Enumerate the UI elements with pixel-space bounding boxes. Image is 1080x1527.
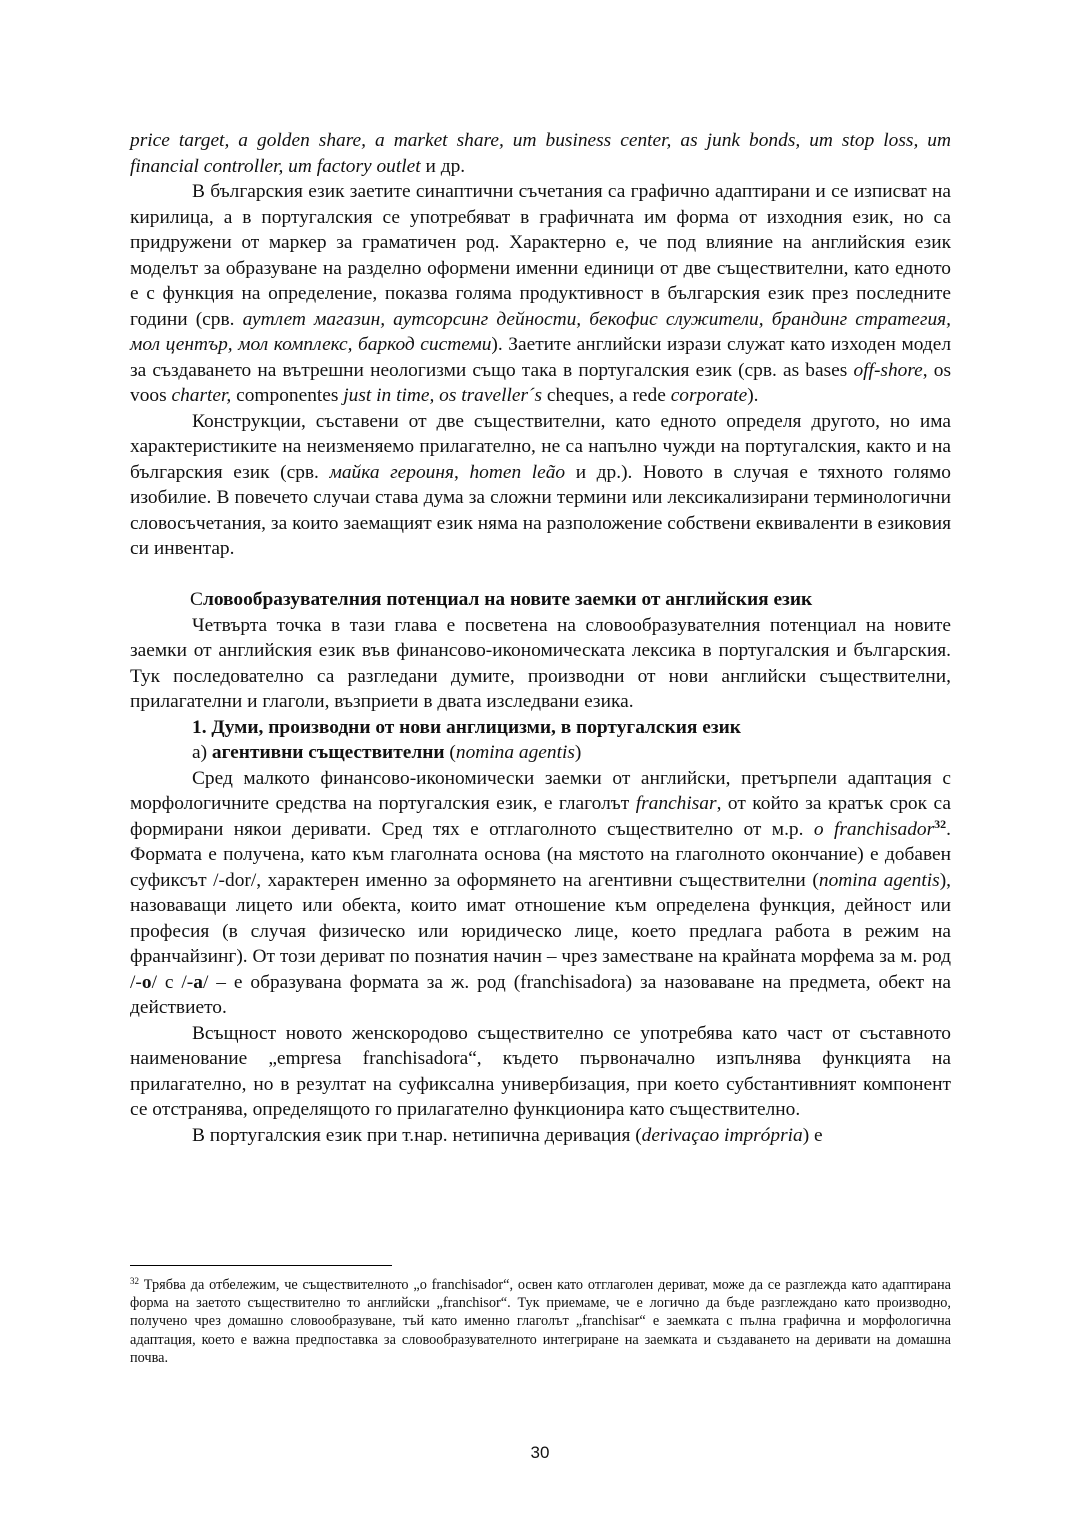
subheading-portuguese-derivatives: 1. Думи, производни от нови англицизми, в португалския език <box>192 716 741 738</box>
paragraph-noun-constructions <box>130 409 951 562</box>
italic-text: аутлет магазин, аутсорсинг дейности, бекофис служители, брандинг стратегия, мол център, мол комплекс, баркод системи <box>130 308 951 355</box>
section-heading <box>130 587 951 613</box>
text: ), назоваващи лицето или обекта, които имат отношение към определена функция, дейност или професия (в случая физическо или юридическо лице, което предлага работа в режим на франчайзинг). От този дериват по познатия начин – чрез заместване на крайната морфема за м. род /- <box>130 869 951 993</box>
paragraph-franchisador <box>130 766 951 1021</box>
text: Сред малкото финансово-икономически заемки от английски, претърпели адаптация с морфологичните средства на португалския език, е глаголът <box>130 767 951 814</box>
subheading-agentive-nouns <box>130 740 951 766</box>
italic-text: price target, a golden share, a market share, um business center, as junk bonds, um stop loss, um financial controller, um factory outlet <box>130 130 951 177</box>
paragraph-examples-continued <box>130 128 951 179</box>
italic-text: майка героиня <box>329 461 455 483</box>
footnote-text: Трябва да отбележим, че съществителното „o franchisador“, освен като отглаголен дериват, може да се разглежда като адаптирана форма на заетото съществително то английски „franchisor“. Тук приемаме, че е логично да бъде разглеждано като производно, получено чрез домашно словообразуване, тъй като именно глаголът „franchisar“ е заемката с пълна графична и морфологична адаптация, което е важна предпоставка за словообразувателното интегриране на заемката и създаването на деривати на домашна почва. <box>130 1277 951 1366</box>
text: ( <box>444 742 456 763</box>
text: В португалския език при т.нар. нетипична деривация ( <box>192 1124 642 1146</box>
footnote-32 <box>130 1272 951 1367</box>
text: и др.). Новото в случая е тяхното голямо изобилие. В повечето случаи става дума за сложни термини или лексикализирани терминологични словосъчетания, за които заемащият език няма на разположение собствени еквиваленти в езиковия си инвентар. <box>130 461 951 559</box>
text: Конструкции, съставени от две съществителни, като едното определя другото, но има характеристиките на неизменяемо прилагателно, не са напълно чужди на португалския, както и на българския език (срв. <box>130 410 951 483</box>
text: cheques, a rede <box>542 385 671 406</box>
text: а) <box>192 742 212 763</box>
italic-text: charter, <box>171 385 232 406</box>
text: / с /- <box>151 971 194 993</box>
italic-text: nomina agentis <box>455 742 575 763</box>
text: и др. <box>420 155 466 177</box>
bold-text: о <box>141 971 152 993</box>
text: , os voos <box>130 359 952 406</box>
italic-text: corporate <box>670 385 748 406</box>
page-body <box>130 128 951 1148</box>
text: componentes <box>231 385 344 406</box>
text: ). Заетите английски изрази служат като изходен модел за създаването на вътрешни неологизми също така в португалския език (срв. as bases <box>130 334 952 381</box>
italic-text: derivaçao imprópria <box>641 1124 803 1146</box>
text: . Формата е получена, като към глаголната основа (на мястото на глаголното окончание) е добавен суфиксът /-dor/, характерен именно за оформянето на агентивни съществителни ( <box>130 818 952 891</box>
page-number: 30 <box>530 1443 550 1462</box>
footnote-reference[interactable]: 32 <box>934 816 947 831</box>
paragraph-synaptic-compounds <box>130 179 951 409</box>
text: ) е <box>802 1124 823 1146</box>
paragraph-section-intro: Четвърта точка в тази глава е посветена на словообразувателния потенциал на новите заемки от английския език във финансово-икономическата лексика в португалския и българския. Тук последователно са разгледани думите, производни от нови английски съществителни, прилагателни и глаголи, възприети в двата изследвани езика. <box>130 614 951 712</box>
text: ). <box>747 385 759 406</box>
italic-text: homen leão <box>469 461 566 483</box>
footnote-separator <box>130 1265 392 1266</box>
bold-text: агентивни съществителни <box>211 742 445 763</box>
heading-text: ловообразувателния потенциал на новите заемки от английския език <box>202 589 813 610</box>
text: В българския език заетите синаптични съчетания са графично адаптирани и се изписват на кирилица, а в португалския се употребяват в графичната им форма от изходния език, но са придружени от маркер за граматичен род. Характерно е, че под влияние на английския език моделът за образуване на разделно оформени именни единици от две съществителни, като едното е с функция на определение, показва голяма продуктивност в българския език през последните години (срв. <box>130 181 951 330</box>
italic-text: just in time, os traveller´s <box>343 385 543 406</box>
italic-text: nomina agentis <box>818 869 940 891</box>
paragraph-improper-derivation <box>130 1123 951 1149</box>
text: / – е образувана формата за ж. род (franchisadora) за назоваване на предмета, обект на действието. <box>130 971 951 1018</box>
paragraph-feminine-noun: Всъщност новото женскородово съществително се употребява като част от съставното наименование „empresa franchisadora“, където първоначално изпълнява функцията на прилагателно, но в резултат на суфиксална универбизация, при което субстантивният компонент се отстранява, определящото го прилагателно функционира като съществително. <box>130 1022 951 1120</box>
text: ) <box>574 742 582 763</box>
bold-text: а <box>193 971 203 993</box>
italic-text: franchisar <box>635 793 717 814</box>
text: , от който за кратък срок са формирани някои деривати. Сред тях е отглаголното съществително от м.р. <box>130 793 951 840</box>
italic-text: o franchisador <box>813 818 935 840</box>
footnote-number: 32 <box>130 1276 139 1286</box>
text: , <box>454 461 470 483</box>
heading-prefix: С <box>190 589 203 610</box>
italic-text: off-shore <box>853 359 923 381</box>
